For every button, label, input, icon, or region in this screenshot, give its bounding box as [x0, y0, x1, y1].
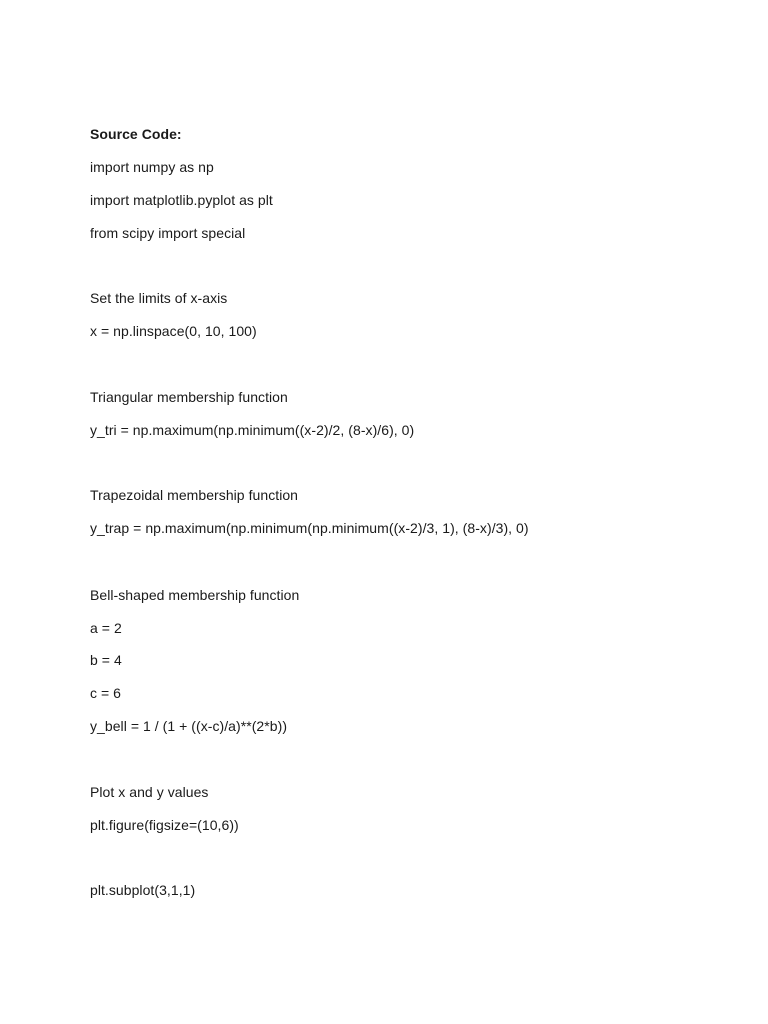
code-line: plt.subplot(3,1,1): [90, 882, 196, 898]
code-line: b = 4: [90, 652, 122, 668]
comment-line: Triangular membership function: [90, 389, 288, 405]
page-heading: Source Code:: [90, 126, 182, 142]
code-line: import numpy as np: [90, 159, 214, 175]
code-line: y_trap = np.maximum(np.minimum(np.minimum((x-2)/3, 1), (8-x)/3), 0): [90, 520, 529, 536]
comment-line: Plot x and y values: [90, 784, 209, 800]
code-line: y_bell = 1 / (1 + ((x-c)/a)**(2*b)): [90, 718, 288, 734]
comment-line: Set the limits of x-axis: [90, 290, 228, 306]
code-line: plt.figure(figsize=(10,6)): [90, 817, 239, 833]
comment-line: Bell-shaped membership function: [90, 587, 300, 603]
code-line: from scipy import special: [90, 225, 246, 241]
comment-line: Trapezoidal membership function: [90, 487, 299, 503]
code-line: import matplotlib.pyplot as plt: [90, 192, 273, 208]
code-line: x = np.linspace(0, 10, 100): [90, 323, 257, 339]
code-line: c = 6: [90, 685, 121, 701]
code-line: y_tri = np.maximum(np.minimum((x-2)/2, (8-x)/6), 0): [90, 422, 415, 438]
code-line: a = 2: [90, 620, 122, 636]
